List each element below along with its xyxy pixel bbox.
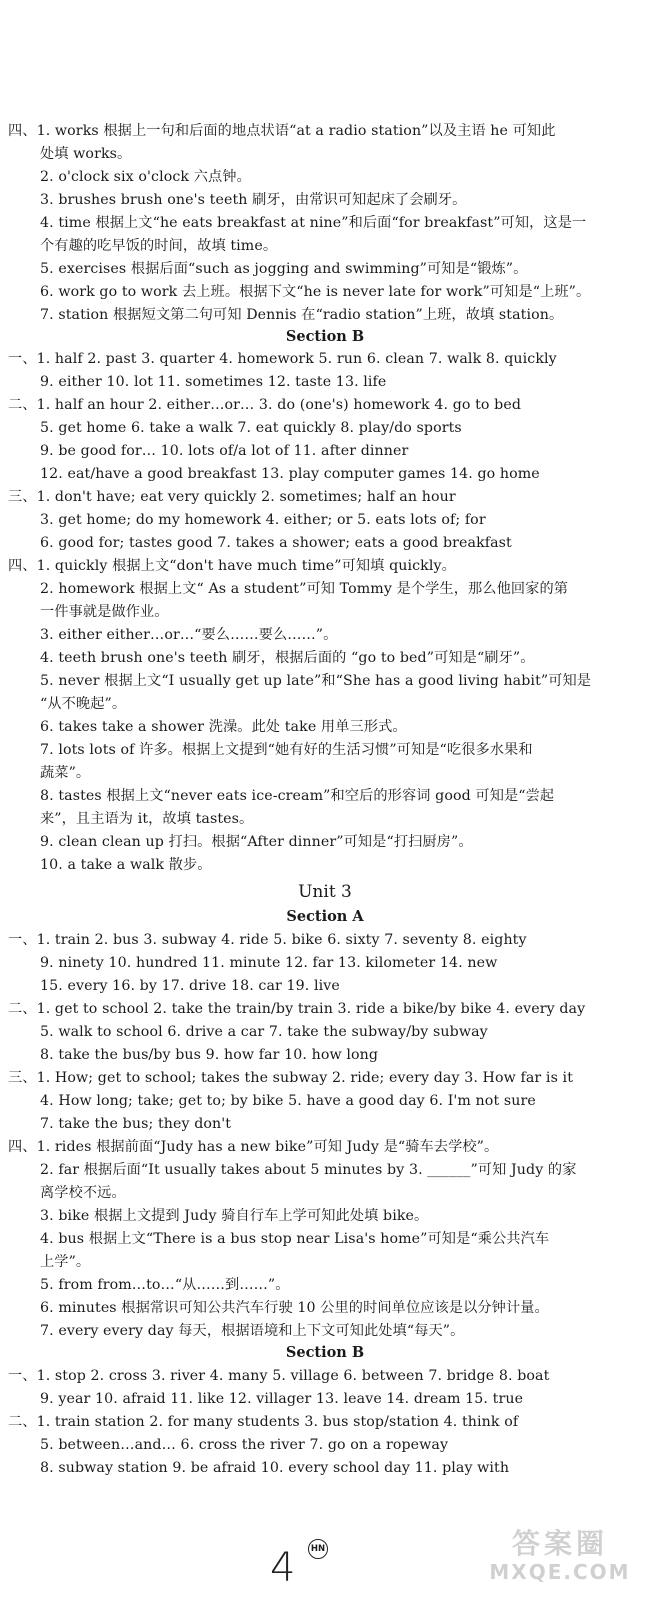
answer-line: 来”，且主语为 it，故填 tastes。 [40,811,254,827]
answer-line: 9. year 10. afraid 11. like 12. villager 13. leave 14. dream 15. true [40,1391,524,1407]
answer-line: 9. ninety 10. hundred 11. minute 12. far 13. kilometer 14. new [40,955,498,971]
answer-line: 8. tastes 根据上文“never eats ice-cream”和空后的形容词 good 可知是“尝起 [40,788,555,804]
answer-line: 6. good for; tastes good 7. takes a shower; eats a good breakfast [40,535,512,551]
answer-line: 四、1. quickly 根据上文“don't have much time”可知填 quickly。 [8,558,456,574]
answer-line: 2. far 根据后面“It usually takes about 5 minutes by 3. ______”可知 Judy 的家 [40,1162,577,1178]
watermark-text: 答案圈 [511,1527,608,1560]
answer-line: 2. o'clock six o'clock 六点钟。 [40,169,251,185]
answer-line: 9. be good for… 10. lots of/a lot of 11. after dinner [40,443,409,459]
answer-line: 四、1. works 根据上一句和后面的地点状语“at a radio station”以及主语 he 可知此 [8,123,556,139]
answer-line: 3. brushes brush one's teeth 刷牙，由常识可知起床了会刷牙。 [40,192,467,208]
section-heading: Section A [286,908,364,925]
answer-line: 6. minutes 根据常识可知公共汽车行驶 10 公里的时间单位应该是以分钟计量。 [40,1300,549,1316]
answer-line: 蔬菜”。 [40,765,91,781]
answer-line: 8. take the bus/by bus 9. how far 10. how long [40,1047,379,1063]
answer-line: 3. bike 根据上文提到 Judy 骑自行车上学可知此处填 bike。 [40,1208,429,1224]
answer-line: “从不晚起”。 [40,696,127,712]
answer-line: 5. between…and… 6. cross the river 7. go on a ropeway [40,1437,449,1453]
answer-line: 一件事就是做作业。 [40,604,169,620]
unit-title: Unit 3 [298,882,352,902]
answer-line: 一、1. stop 2. cross 3. river 4. many 5. village 6. between 7. bridge 8. boat [8,1368,550,1384]
answer-line: 二、1. get to school 2. take the train/by train 3. ride a bike/by bike 4. every day [8,1001,586,1017]
answer-line: 6. takes take a shower 洗澡。此处 take 用单三形式。 [40,719,407,735]
answer-line: 8. subway station 9. be afraid 10. every school day 11. play with [40,1460,510,1476]
answer-line: 4. How long; take; get to; by bike 5. have a good day 6. I'm not sure [40,1093,536,1109]
hn-badge: HN [308,1539,328,1559]
section-heading: Section B [285,1344,365,1361]
section-heading: Section B [285,328,365,345]
answer-line: 离学校不远。 [40,1185,126,1201]
answer-line: 7. every every day 每天，根据语境和上下文可知此处填“每天”。 [40,1323,465,1339]
answer-line: 4. teeth brush one's teeth 刷牙，根据后面的 “go to bed”可知是“刷牙”。 [40,650,535,666]
answer-line: 5. walk to school 6. drive a car 7. take the subway/by subway [40,1024,488,1040]
answer-line: 5. from from…to…“从……到……”。 [40,1277,290,1293]
answer-line: 一、1. half 2. past 3. quarter 4. homework 5. run 6. clean 7. walk 8. quickly [8,351,557,367]
watermark [480,1528,640,1588]
answer-line: 上学”。 [40,1254,91,1270]
answer-line: 7. lots lots of 许多。根据上文提到“她有好的生活习惯”可知是“吃很多水果和 [40,742,533,758]
answer-line: 处填 works。 [40,146,132,162]
answer-line: 二、1. half an hour 2. either…or… 3. do (one's) homework 4. go to bed [8,397,522,413]
answer-line: 7. station 根据短文第二句可知 Dennis 在“radio station”上班，故填 station。 [40,307,564,323]
answer-line: 三、1. don't have; eat very quickly 2. sometimes; half an hour [8,489,456,505]
answer-line: 15. every 16. by 17. drive 18. car 19. live [40,978,340,994]
answer-line: 一、1. train 2. bus 3. subway 4. ride 5. bike 6. sixty 7. seventy 8. eighty [8,932,527,948]
answer-line: 6. work go to work 去上班。根据下文“he is never late for work”可知是“上班”。 [40,284,591,300]
answer-line: 9. clean clean up 打扫。根据“After dinner”可知是“打扫厨房”。 [40,834,473,850]
answer-line: 三、1. How; get to school; takes the subway 2. ride; every day 3. How far is it [8,1070,573,1086]
answer-line: 二、1. train station 2. for many students 3. bus stop/station 4. think of [8,1414,519,1430]
page-number: 4 [270,1545,296,1591]
answer-line: 12. eat/have a good breakfast 13. play computer games 14. go home [40,466,540,482]
answer-line: 10. a take a walk 散步。 [40,857,212,873]
answer-line: 5. exercises 根据后面“such as jogging and swimming”可知是“锻炼”。 [40,261,528,277]
answer-line: 3. get home; do my homework 4. either; or 5. eats lots of; for [40,512,486,528]
answer-line: 9. either 10. lot 11. sometimes 12. taste 13. life [40,374,387,390]
answer-line: 4. time 根据上文“he eats breakfast at nine”和后面“for breakfast”可知，这是一 [40,215,587,231]
answer-line: 5. never 根据上文“I usually get up late”和“She has a good living habit”可知是 [40,673,592,689]
answer-line: 4. bus 根据上文“There is a bus stop near Lisa's home”可知是“乘公共汽车 [40,1231,550,1247]
answer-line: 3. either either…or…“要么……要么……”。 [40,627,338,643]
answer-line: 个有趣的吃早饭的时间，故填 time。 [40,238,278,254]
answer-line: 四、1. rides 根据前面“Judy has a new bike”可知 Judy 是“骑车去学校”。 [8,1139,499,1155]
answer-line: 5. get home 6. take a walk 7. eat quickly 8. play/do sports [40,420,462,436]
answer-line: 2. homework 根据上文“ As a student”可知 Tommy 是个学生，那么他回家的第 [40,581,569,597]
watermark-url: MXQE.COM [489,1560,631,1584]
answer-line: 7. take the bus; they don't [40,1116,232,1132]
